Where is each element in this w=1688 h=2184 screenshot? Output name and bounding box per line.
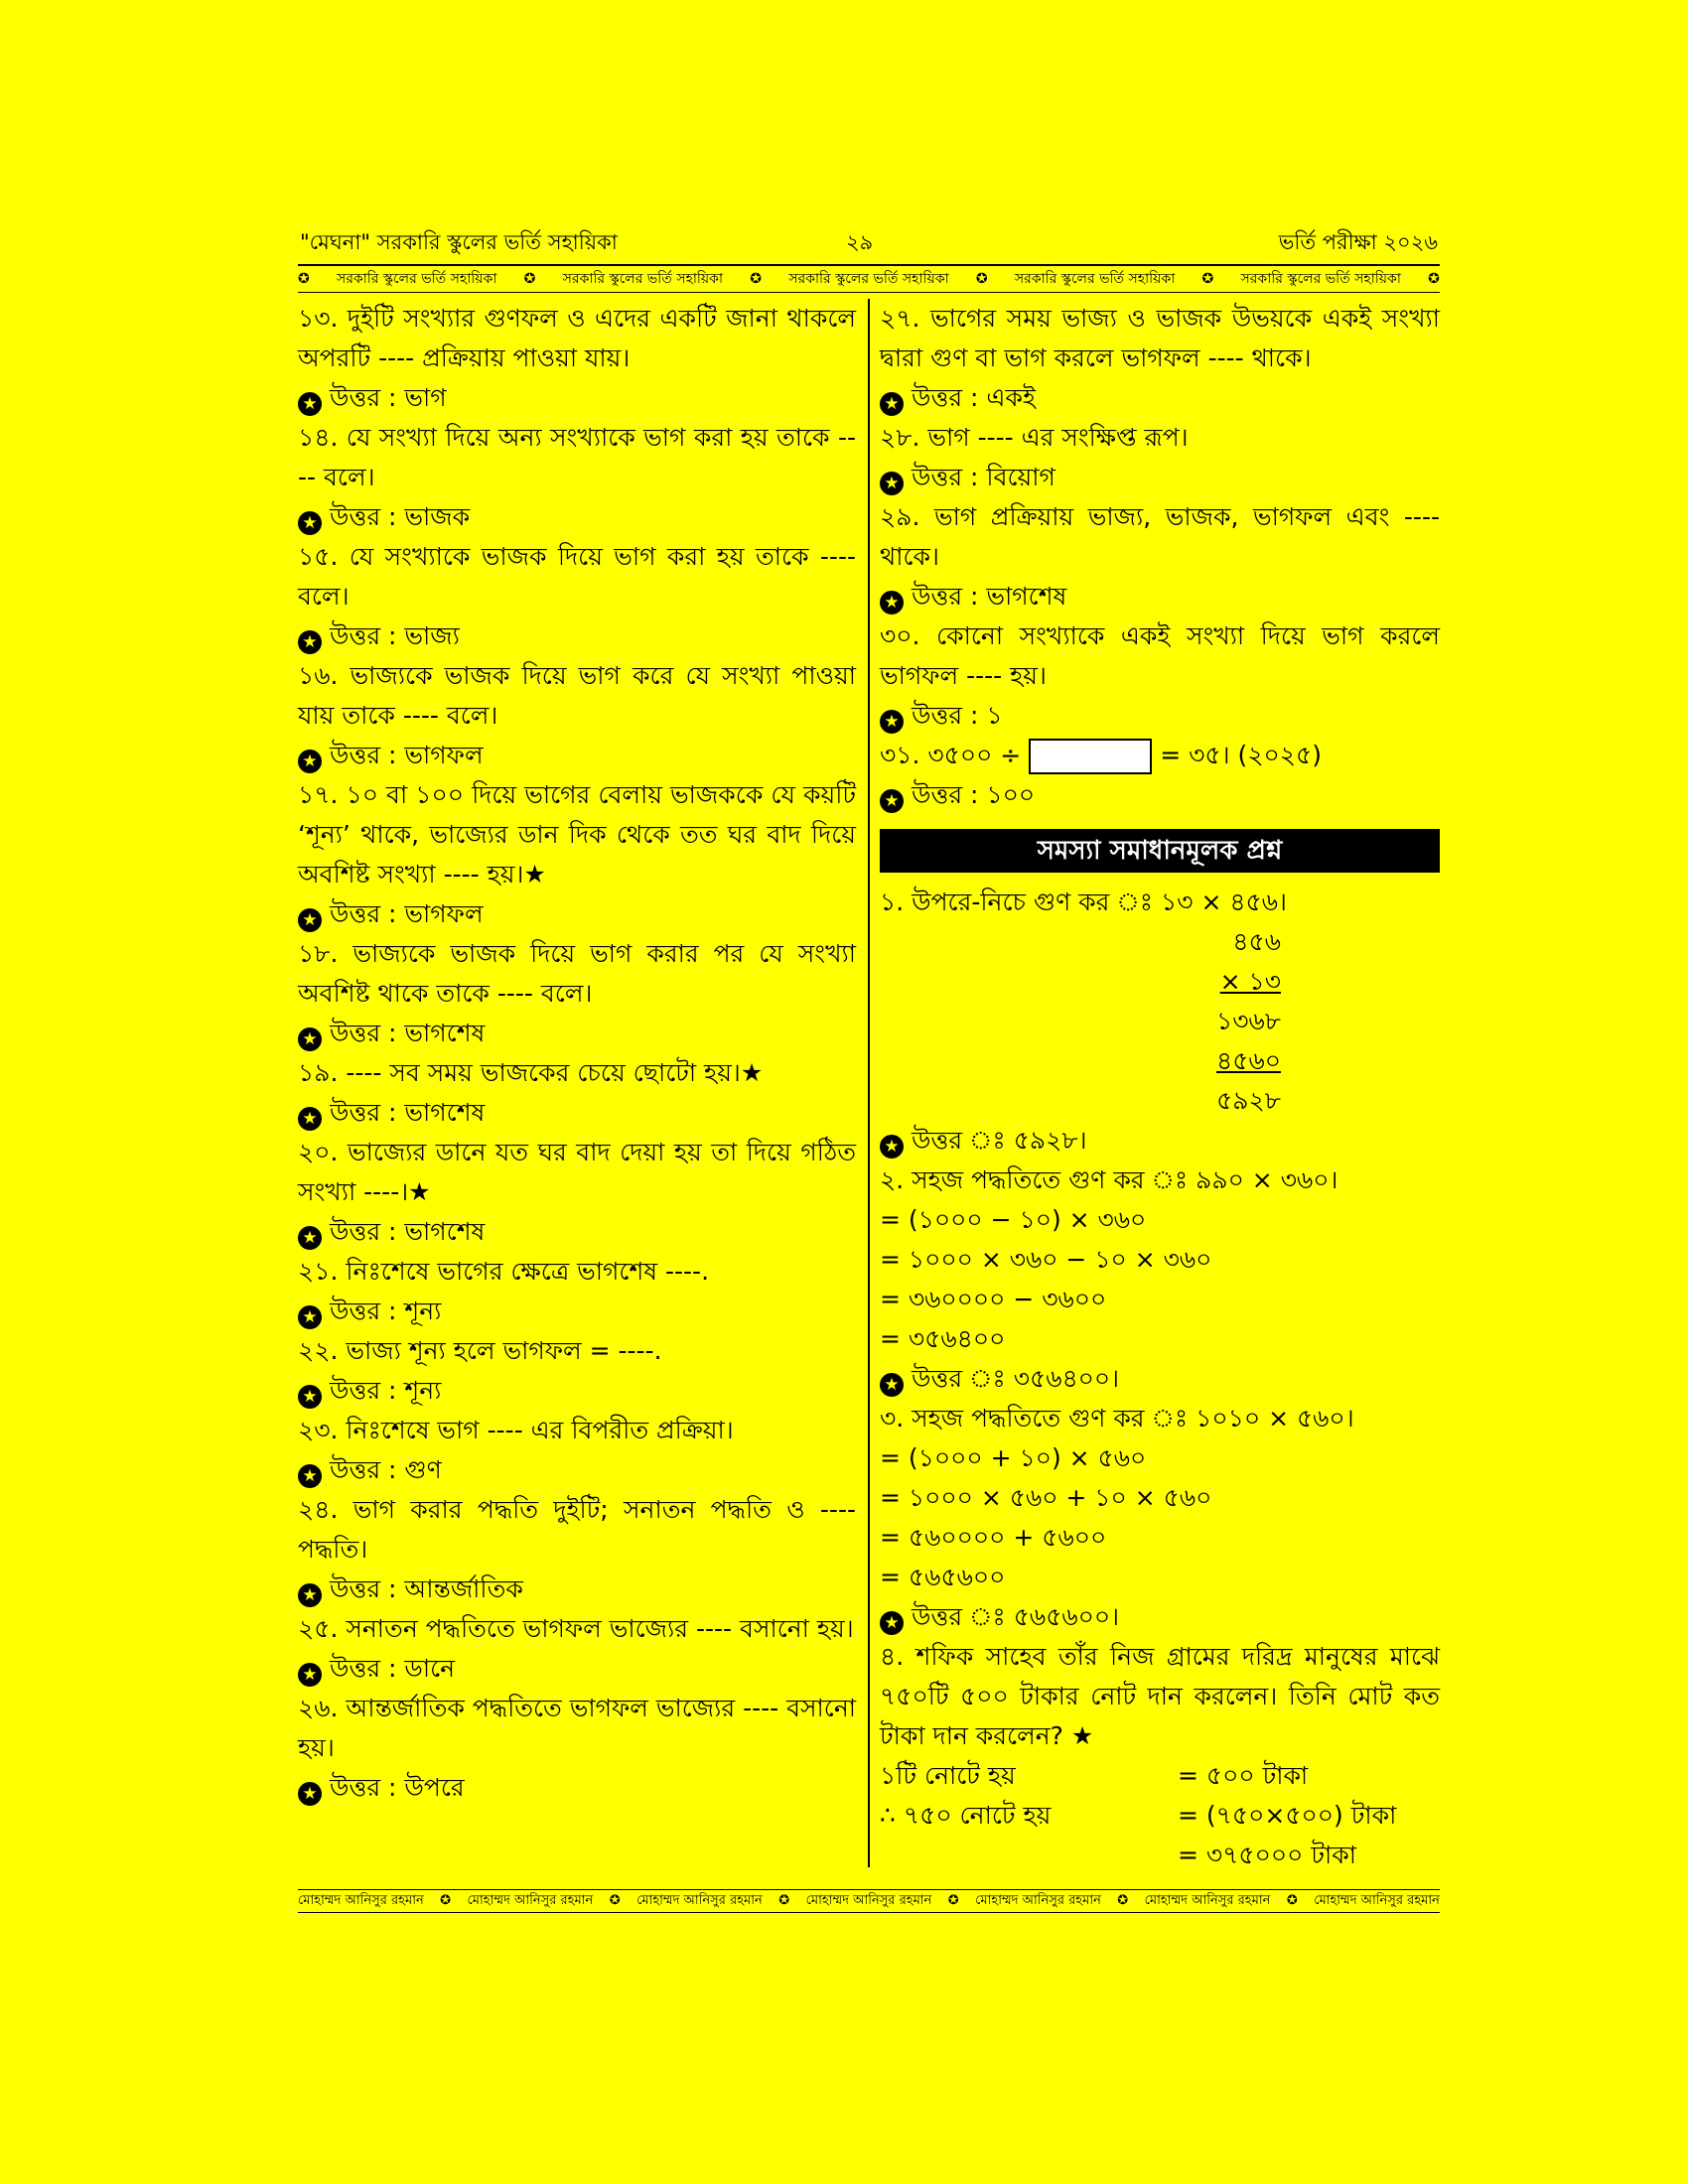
answer [880,1121,1440,1160]
strip-star-icon: ✪ [975,271,988,287]
blank-box [1029,739,1152,774]
star-icon: ★ [298,392,322,416]
solution-row [880,1756,1440,1796]
answer-text: উত্তর : ভাগফল [330,741,484,769]
calc-text: ৫৯২৮ [1216,1086,1281,1115]
strip-item: সরকারি স্কুলের ভর্তি সহায়িকা [562,271,724,287]
star-icon: ★ [298,1464,322,1488]
answer-text: উত্তর : ভাগশেষ [330,1019,486,1047]
answer-text: উত্তর : ভাগশেষ [330,1217,486,1246]
question: ১৮. ভাজ্যকে ভাজক দিয়ে ভাগ করার পর যে সংখ্যা অবশিষ্ট থাকে তাকে ---- বলে। [298,939,856,1008]
strip-star-icon: ✪ [523,271,536,287]
calc-line [880,922,1440,962]
header-exam-title: ভর্তি পরীক্ষা ২০২৬ [1278,230,1438,254]
calc-text: ১৩৬৮ [1216,1007,1281,1035]
star-icon: ★ [298,908,322,932]
calc-line: = ৫৬০০০০ + ৫৬০০ [880,1523,1107,1552]
star-icon: ★ [880,1135,904,1159]
question: ১৫. যে সংখ্যাকে ভাজক দিয়ে ভাগ করা হয় তাকে ---- বলে। [298,542,856,611]
star-icon: ★ [298,1226,322,1250]
calc-line: = ৩৬০০০০ − ৩৬০০ [880,1285,1107,1313]
answer [298,1292,856,1331]
question: ১৩. দুইটি সংখ্যার গুণফল ও এদের একটি জানা থাকলে অপরটি ---- প্রক্রিয়ায় পাওয়া যায়। [298,304,856,372]
answer-text: উত্তর : আন্তর্জাতিক [330,1574,523,1603]
question: ২০. ভাজ্যের ডানে যত ঘর বাদ দেয়া হয় তা দিয়ে গঠিত সংখ্যা ----।★ [298,1138,856,1206]
star-icon: ★ [880,472,904,495]
answer [880,696,1440,736]
solution-right: = ৫০০ টাকা [1178,1761,1309,1790]
star-icon: ★ [298,750,322,773]
question: ২৩. নিঃশেষে ভাগ ---- এর বিপরীত প্রক্রিয়া। [298,1416,734,1444]
star-icon: ★ [880,1611,904,1635]
question: ২২. ভাজ্য শূন্য হলে ভাগফল = ----. [298,1336,662,1365]
strip-item: সরকারি স্কুলের ভর্তি সহায়িকা [1014,271,1176,287]
answer [298,378,856,418]
answer [298,736,856,775]
answer [880,458,1440,497]
problem-question: ৪. শফিক সাহেব তাঁর নিজ গ্রামের দরিদ্র মানুষের মাঝে ৭৫০টি ৫০০ টাকার নোট দান করলেন। তিনি মোট কত টাকা দান করলেন? ★ [880,1642,1440,1750]
answer-text: উত্তর ঃ ৩৫৬৪০০। [912,1364,1120,1393]
strip-star-icon: ✪ [1428,271,1440,287]
star-icon: ★ [298,1305,322,1329]
star-icon: ★ [880,789,904,813]
answer [880,1597,1440,1637]
footer-star-icon: ✪ [609,1893,621,1908]
answer-text: উত্তর : শূন্য [330,1376,442,1405]
star-icon: ★ [298,511,322,535]
solution-left-empty [880,1836,1178,1875]
star-icon: ★ [298,630,322,654]
strip-star-icon: ✪ [750,271,762,287]
answer-text: উত্তর ঃ ৫৬৫৬০০। [912,1602,1120,1631]
answer [298,497,856,537]
solution-right: = ৩৭৫০০০ টাকা [1178,1841,1356,1869]
star-icon: ★ [298,1107,322,1131]
problem-question: ২. সহজ পদ্ধতিতে গুণ কর ঃ ৯৯০ × ৩৬০। [880,1165,1338,1194]
star-icon: ★ [298,1663,322,1687]
footer-item: মোহাম্মদ আনিসুর রহমান [1314,1893,1440,1908]
footer-star-icon: ✪ [1286,1893,1298,1908]
question: ৩০. কোনো সংখ্যাকে একই সংখ্যা দিয়ে ভাগ করলে ভাগফল ---- হয়। [880,621,1440,690]
answer [880,577,1440,616]
solution-left: ১টি নোটে হয় [880,1761,1016,1790]
answer-text: উত্তর : শূন্য [330,1297,442,1325]
answer [298,1093,856,1133]
answer-text: উত্তর : একই [912,383,1036,412]
solution-row [880,1836,1440,1875]
answer [298,894,856,934]
star-icon: ★ [298,1583,322,1607]
question: ২৯. ভাগ প্রক্রিয়ায় ভাজ্য, ভাজক, ভাগফল এবং ---- থাকে। [880,502,1440,571]
question: ১৭. ১০ বা ১০০ দিয়ে ভাগের বেলায় ভাজককে যে কয়টি ‘শূন্য’ থাকে, ভাজ্যের ডান দিক থেকে তত ঘর বাদ দিয়ে অবশিষ্ট সংখ্যা ---- হয়।★ [298,780,856,888]
question: ২৭. ভাগের সময় ভাজ্য ও ভাজক উভয়কে একই সংখ্যা দ্বারা গুণ বা ভাগ করলে ভাগফল ---- থাকে। [880,304,1440,372]
star-icon: ★ [880,591,904,614]
footer-star-icon: ✪ [947,1893,959,1908]
answer-text: উত্তর : বিয়োগ [912,463,1055,491]
answer-text: উত্তর : ভাগশেষ [912,582,1067,611]
answer-text: উত্তর : ১ [912,701,1003,730]
page-footer [298,1889,1440,1913]
calc-line: = (১০০০ − ১০) × ৩৬০ [880,1205,1147,1234]
answer-text: উত্তর : ভাগ [330,383,447,412]
star-icon: ★ [298,1385,322,1409]
answer-text: উত্তর : ডানে [330,1654,456,1683]
page [298,226,1440,1869]
footer-star-icon: ✪ [440,1893,452,1908]
problem-question: ৩. সহজ পদ্ধতিতে গুণ কর ঃ ১০১০ × ৫৬০। [880,1404,1354,1433]
answer-text: উত্তর : ভাজক [330,502,471,531]
answer-text: উত্তর : উপরে [330,1773,465,1802]
page-header [298,226,1440,260]
answer-text: উত্তর ঃ ৫৯২৮। [912,1126,1087,1155]
star-icon: ★ [880,392,904,416]
answer-text: উত্তর : ভাজ্য [330,621,460,650]
answer [880,1359,1440,1399]
solution-right: = (৭৫০×৫০০) টাকা [1178,1801,1397,1830]
content-columns [298,299,1440,1869]
question: ২৮. ভাগ ---- এর সংক্ষিপ্ত রূপ। [880,423,1189,452]
calc-line [880,962,1440,1002]
calc-line: = ১০০০ × ৩৬০ − ১০ × ৩৬০ [880,1245,1212,1274]
answer [298,1212,856,1252]
strip-item: সরকারি স্কুলের ভর্তি সহায়িকা [336,271,497,287]
question: ১৪. যে সংখ্যা দিয়ে অন্য সংখ্যাকে ভাগ করা হয় তাকে ---- বলে। [298,423,856,491]
footer-item: মোহাম্মদ আনিসুর রহমান [975,1893,1101,1908]
answer [298,616,856,656]
calc-text: × ১৩ [1219,967,1281,996]
calc-text: ৪৫৬০ [1216,1046,1281,1075]
calc-line [880,1081,1440,1121]
answer-text: উত্তর : ১০০ [912,780,1036,809]
question: ১৬. ভাজ্যকে ভাজক দিয়ে ভাগ করে যে সংখ্যা পাওয়া যায় তাকে ---- বলে। [298,661,856,730]
calc-line [880,1041,1440,1081]
answer-text: উত্তর : ভাগফল [330,899,484,928]
calc-line: = ৩৫৬৪০০ [880,1324,1006,1353]
solution-left: ∴ ৭৫০ নোটে হয় [880,1801,1052,1830]
strip-item: সরকারি স্কুলের ভর্তি সহায়িকা [1240,271,1401,287]
problem-question: ১. উপরে-নিচে গুণ কর ঃ ১৩ × ৪৫৬। [880,887,1287,916]
footer-item: মোহাম্মদ আনিসুর রহমান [1144,1893,1271,1908]
calc-line: = ১০০০ × ৫৬০ + ১০ × ৫৬০ [880,1483,1212,1512]
answer [880,775,1440,815]
section-banner: সমস্যা সমাধানমূলক প্রশ্ন [880,829,1440,873]
page-number: ২৯ [846,230,874,254]
footer-item: মোহাম্মদ আনিসুর রহমান [805,1893,932,1908]
calc-line [880,1002,1440,1041]
question: ২৬. আন্তর্জাতিক পদ্ধতিতে ভাগফল ভাজ্যের ---- বসানো হয়। [298,1694,856,1762]
answer [298,1570,856,1609]
question: ২৫. সনাতন পদ্ধতিতে ভাগফল ভাজ্যের ---- বসানো হয়। [298,1614,854,1643]
footer-item: মোহাম্মদ আনিসুর রহমান [636,1893,763,1908]
question: ২৪. ভাগ করার পদ্ধতি দুইটি; সনাতন পদ্ধতি ও ---- পদ্ধতি। [298,1495,856,1564]
calc-line: = (১০০০ + ১০) × ৫৬০ [880,1443,1147,1472]
answer [298,1649,856,1689]
answer [298,1768,856,1808]
answer [880,378,1440,418]
answer [298,1371,856,1411]
column-divider [868,299,870,1867]
question-31 [880,736,1440,775]
q31-before: ৩১. ৩৫০০ ÷ [880,741,1022,769]
footer-item: মোহাম্মদ আনিসুর রহমান [298,1893,424,1908]
answer [298,1014,856,1053]
star-icon: ★ [880,1373,904,1397]
header-book-title: "মেঘনা" সরকারি স্কুলের ভর্তি সহায়িকা [300,230,618,254]
answer-text: উত্তর : ভাগশেষ [330,1098,486,1127]
solution-row [880,1796,1440,1836]
answer-text: উত্তর : গুণ [330,1455,442,1484]
star-icon: ★ [298,1782,322,1806]
answer [298,1450,856,1490]
footer-star-icon: ✪ [778,1893,790,1908]
strip-item: সরকারি স্কুলের ভর্তি সহায়িকা [788,271,949,287]
calc-line: = ৫৬৫৬০০ [880,1563,1006,1591]
calc-text: ৪৫৬ [1232,927,1281,956]
left-column [298,299,856,1808]
header-strip [298,264,1440,293]
strip-star-icon: ✪ [1201,271,1214,287]
star-icon: ★ [298,1027,322,1051]
right-column [880,299,1440,1875]
q31-after: = ৩৫। (২০২৫) [1160,741,1323,769]
footer-star-icon: ✪ [1117,1893,1129,1908]
question: ১৯. ---- সব সময় ভাজকের চেয়ে ছোটো হয়।★ [298,1058,764,1087]
strip-star-icon: ✪ [298,271,310,287]
footer-item: মোহাম্মদ আনিসুর রহমান [467,1893,594,1908]
star-icon: ★ [880,710,904,734]
question: ২১. নিঃশেষে ভাগের ক্ষেত্রে ভাগশেষ ----. [298,1257,710,1286]
